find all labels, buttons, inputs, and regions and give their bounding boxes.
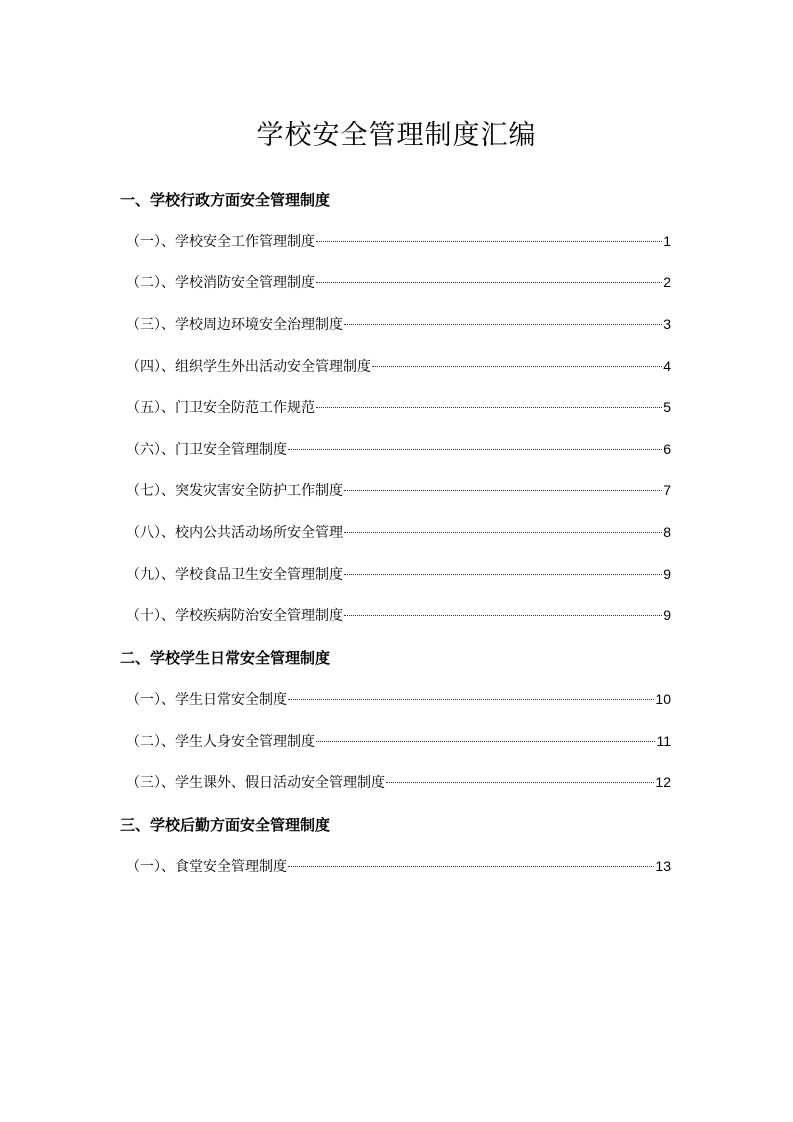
dot-leader: [288, 449, 662, 450]
toc-entry-text: （八）、校内公共活动场所安全管理: [126, 525, 343, 541]
toc-entry-text: （十）、学校疾病防治安全管理制度: [126, 608, 343, 624]
toc-page-number: 10: [655, 691, 671, 707]
dot-leader: [288, 699, 654, 700]
toc-page-number: 12: [655, 774, 671, 790]
toc-page-number: 2: [663, 274, 671, 290]
toc-section-heading: 三、学校后勤方面安全管理制度: [120, 816, 331, 834]
toc-entry-text: （九）、学校食品卫生安全管理制度: [126, 567, 343, 583]
toc-section-heading: 二、学校学生日常安全管理制度: [120, 649, 331, 667]
dot-leader: [344, 532, 662, 533]
toc-entry[interactable]: [126, 522, 671, 543]
toc-entry-text: （二）、学生人身安全管理制度: [126, 734, 315, 750]
dot-leader: [386, 782, 654, 783]
toc-page-number: 1: [663, 233, 671, 249]
toc-entry-text: （五）、门卫安全防范工作规范: [126, 400, 315, 416]
toc-entry-text: （三）、学校周边环境安全治理制度: [126, 317, 343, 333]
toc-entry[interactable]: [126, 439, 671, 460]
dot-leader: [316, 407, 662, 408]
toc-section-heading: 一、学校行政方面安全管理制度: [120, 191, 331, 209]
toc-page-number: 9: [663, 607, 671, 623]
toc-page-number: 6: [663, 441, 671, 457]
toc-entry[interactable]: [126, 564, 671, 585]
dot-leader: [344, 324, 662, 325]
toc-entry[interactable]: [126, 356, 671, 377]
toc-entry[interactable]: [126, 772, 671, 793]
toc-entry[interactable]: [126, 480, 671, 501]
toc-entry-text: （七）、突发灾害安全防护工作制度: [126, 483, 343, 499]
toc-entry[interactable]: [126, 689, 671, 710]
toc-page-number: 13: [655, 858, 671, 874]
dot-leader: [316, 282, 662, 283]
toc-page-number: 3: [663, 316, 671, 332]
dot-leader: [316, 741, 655, 742]
toc-page-number: 9: [663, 566, 671, 582]
toc-entry[interactable]: [126, 314, 671, 335]
toc-page-number: 5: [663, 399, 671, 415]
toc-entry[interactable]: [126, 272, 671, 293]
toc-entry-text: （四）、组织学生外出活动安全管理制度: [126, 359, 371, 375]
dot-leader: [344, 615, 662, 616]
dot-leader: [344, 490, 662, 491]
dot-leader: [344, 574, 662, 575]
toc-entry[interactable]: [126, 856, 671, 877]
toc-entry[interactable]: [126, 731, 671, 752]
toc-entry-text: （一）、学校安全工作管理制度: [126, 234, 315, 250]
toc-entry-text: （二）、学校消防安全管理制度: [126, 275, 315, 291]
toc-entry-text: （六）、门卫安全管理制度: [126, 442, 287, 458]
toc-entry[interactable]: [126, 231, 671, 252]
toc-page-number: 4: [663, 358, 671, 374]
page-title: 学校安全管理制度汇编: [256, 120, 537, 152]
toc-entry-text: （一）、学生日常安全制度: [126, 692, 287, 708]
toc-page-number: 7: [663, 482, 671, 498]
toc-entry[interactable]: [126, 397, 671, 418]
toc-entry-text: （一）、食堂安全管理制度: [126, 859, 287, 875]
toc-page-number: 8: [663, 524, 671, 540]
toc-entry-text: （三）、学生课外、假日活动安全管理制度: [126, 775, 385, 791]
toc-entry[interactable]: [126, 605, 671, 626]
toc-page-number: 11: [656, 733, 671, 749]
dot-leader: [316, 241, 662, 242]
dot-leader: [372, 366, 662, 367]
dot-leader: [288, 866, 654, 867]
